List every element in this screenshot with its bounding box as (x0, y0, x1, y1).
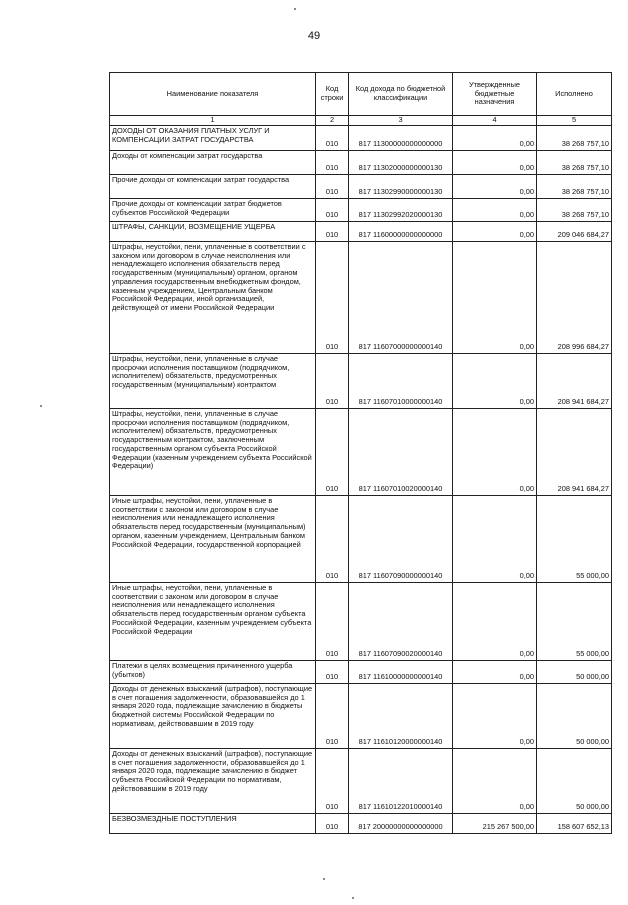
row-kbk: 817 20000000000000000 (349, 814, 453, 834)
row-kbk: 817 11610122010000140 (349, 749, 453, 814)
row-code: 010 (316, 409, 349, 496)
header-approved: Утвержденные бюджетные назначения (453, 73, 537, 116)
table-row (110, 199, 612, 222)
row-code: 010 (316, 583, 349, 661)
row-executed: 50 000,00 (537, 684, 612, 749)
row-code: 010 (316, 749, 349, 814)
row-executed: 38 268 757,10 (537, 126, 612, 151)
budget-income-table (109, 72, 612, 834)
row-executed: 158 607 652,13 (537, 814, 612, 834)
row-name: Доходы от денежных взысканий (штрафов), поступающие в счет погашения задолженности, образовавшейся до 1 января 2020 года, подлежащие зачислению в бюджеты бюджетной системы Российской Федерации по нормативам, действовавшим в 2019 году (110, 684, 316, 749)
scan-speck (40, 405, 42, 407)
row-name: Штрафы, неустойки, пени, уплаченные в соответствии с законом или договором в случае неисполнения или ненадлежащего исполнения обязательств перед государственным (муниципальным) органом, органом управления государственным внебюджетным фондом, казенным учреждением, Центральным банком Российской Федерации, иной организацией, действующей от имени Российской Федерации (110, 242, 316, 354)
row-code: 010 (316, 175, 349, 199)
row-approved: 0,00 (453, 583, 537, 661)
row-name: Штрафы, неустойки, пени, уплаченные в случае просрочки исполнения поставщиком (подрядчиком, исполнителем) обязательств, предусмотренных государственным контрактом, заключенным государственным органом субъекта Российской Федерации (казенным учреждением субъекта Российской Федерации) (110, 409, 316, 496)
row-kbk: 817 11607010000000140 (349, 354, 453, 409)
header-executed: Исполнено (537, 73, 612, 116)
row-code: 010 (316, 199, 349, 222)
row-approved: 0,00 (453, 151, 537, 175)
row-approved: 0,00 (453, 126, 537, 151)
row-kbk: 817 11607010020000140 (349, 409, 453, 496)
row-code: 010 (316, 814, 349, 834)
header-code: Код строки (316, 73, 349, 116)
column-number: 1 (110, 116, 316, 126)
row-kbk: 817 11610000000000140 (349, 661, 453, 684)
row-executed: 209 046 684,27 (537, 222, 612, 242)
row-approved: 0,00 (453, 409, 537, 496)
row-approved: 0,00 (453, 749, 537, 814)
table-row (110, 684, 612, 749)
row-approved: 0,00 (453, 661, 537, 684)
row-code: 010 (316, 354, 349, 409)
row-name: Доходы от компенсации затрат государства (110, 151, 316, 175)
row-name: Доходы от денежных взысканий (штрафов), поступающие в счет погашения задолженности, образовавшейся до 1 января 2020 года, подлежащие зачислению в бюджет субъекта Российской Федерации по нормативам, действовавшим в 2019 году (110, 749, 316, 814)
row-approved: 0,00 (453, 684, 537, 749)
table-row (110, 496, 612, 583)
row-name: ШТРАФЫ, САНКЦИИ, ВОЗМЕЩЕНИЕ УЩЕРБА (110, 222, 316, 242)
scan-speck (323, 878, 325, 880)
column-number: 2 (316, 116, 349, 126)
column-number: 3 (349, 116, 453, 126)
column-number: 5 (537, 116, 612, 126)
table-row (110, 175, 612, 199)
row-executed: 50 000,00 (537, 661, 612, 684)
row-kbk: 817 11600000000000000 (349, 222, 453, 242)
column-number: 4 (453, 116, 537, 126)
header-row (110, 73, 612, 116)
row-kbk: 817 11607090020000140 (349, 583, 453, 661)
row-executed: 38 268 757,10 (537, 175, 612, 199)
table-row (110, 354, 612, 409)
scan-speck (352, 897, 354, 899)
row-executed: 38 268 757,10 (537, 151, 612, 175)
row-kbk: 817 11610120000000140 (349, 684, 453, 749)
row-executed: 208 941 684,27 (537, 354, 612, 409)
row-kbk: 817 11300000000000000 (349, 126, 453, 151)
table-row (110, 814, 612, 834)
row-name: Иные штрафы, неустойки, пени, уплаченные в соответствии с законом или договором в случае неисполнения или ненадлежащего исполнения обязательств перед государственным (муниципальным) органом, казенным учреждением, Центральным банком Российской Федерации, государственной корпорацией (110, 496, 316, 583)
row-code: 010 (316, 496, 349, 583)
row-name: Прочие доходы от компенсации затрат бюджетов субъектов Российской Федерации (110, 199, 316, 222)
row-name: БЕЗВОЗМЕЗДНЫЕ ПОСТУПЛЕНИЯ (110, 814, 316, 834)
row-name: Прочие доходы от компенсации затрат государства (110, 175, 316, 199)
row-approved: 0,00 (453, 354, 537, 409)
table-row (110, 151, 612, 175)
header-kbk: Код дохода по бюджетной классификации (349, 73, 453, 116)
row-executed: 208 941 684,27 (537, 409, 612, 496)
table-row (110, 222, 612, 242)
row-kbk: 817 11302990000000130 (349, 175, 453, 199)
table-row (110, 242, 612, 354)
row-kbk: 817 11607090000000140 (349, 496, 453, 583)
row-approved: 0,00 (453, 175, 537, 199)
column-number-row (110, 116, 612, 126)
row-approved: 0,00 (453, 222, 537, 242)
table-row (110, 661, 612, 684)
table-row (110, 409, 612, 496)
row-code: 010 (316, 151, 349, 175)
row-code: 010 (316, 661, 349, 684)
row-code: 010 (316, 684, 349, 749)
row-kbk: 817 11607000000000140 (349, 242, 453, 354)
table-row (110, 749, 612, 814)
header-name: Наименование показателя (110, 73, 316, 116)
scan-speck (294, 8, 296, 10)
row-code: 010 (316, 242, 349, 354)
row-executed: 50 000,00 (537, 749, 612, 814)
row-executed: 55 000,00 (537, 583, 612, 661)
page-number: 49 (307, 30, 321, 42)
row-name: Иные штрафы, неустойки, пени, уплаченные в соответствии с законом или договором в случае неисполнения или ненадлежащего исполнения обязательств перед государственным органом субъекта Российской Федерации, казенным учреждением субъекта Российской Федерации (110, 583, 316, 661)
row-approved: 0,00 (453, 199, 537, 222)
row-approved: 215 267 500,00 (453, 814, 537, 834)
table-row (110, 126, 612, 151)
row-kbk: 817 11302992020000130 (349, 199, 453, 222)
row-name: Штрафы, неустойки, пени, уплаченные в случае просрочки исполнения поставщиком (подрядчиком, исполнителем) обязательств, предусмотренных государственным (муниципальным) контрактом (110, 354, 316, 409)
row-kbk: 817 11302000000000130 (349, 151, 453, 175)
row-name: ДОХОДЫ ОТ ОКАЗАНИЯ ПЛАТНЫХ УСЛУГ И КОМПЕНСАЦИИ ЗАТРАТ ГОСУДАРСТВА (110, 126, 316, 151)
row-name: Платежи в целях возмещения причиненного ущерба (убытков) (110, 661, 316, 684)
row-executed: 208 996 684,27 (537, 242, 612, 354)
row-executed: 55 000,00 (537, 496, 612, 583)
row-code: 010 (316, 126, 349, 151)
table-row (110, 583, 612, 661)
row-approved: 0,00 (453, 242, 537, 354)
row-approved: 0,00 (453, 496, 537, 583)
row-executed: 38 268 757,10 (537, 199, 612, 222)
row-code: 010 (316, 222, 349, 242)
